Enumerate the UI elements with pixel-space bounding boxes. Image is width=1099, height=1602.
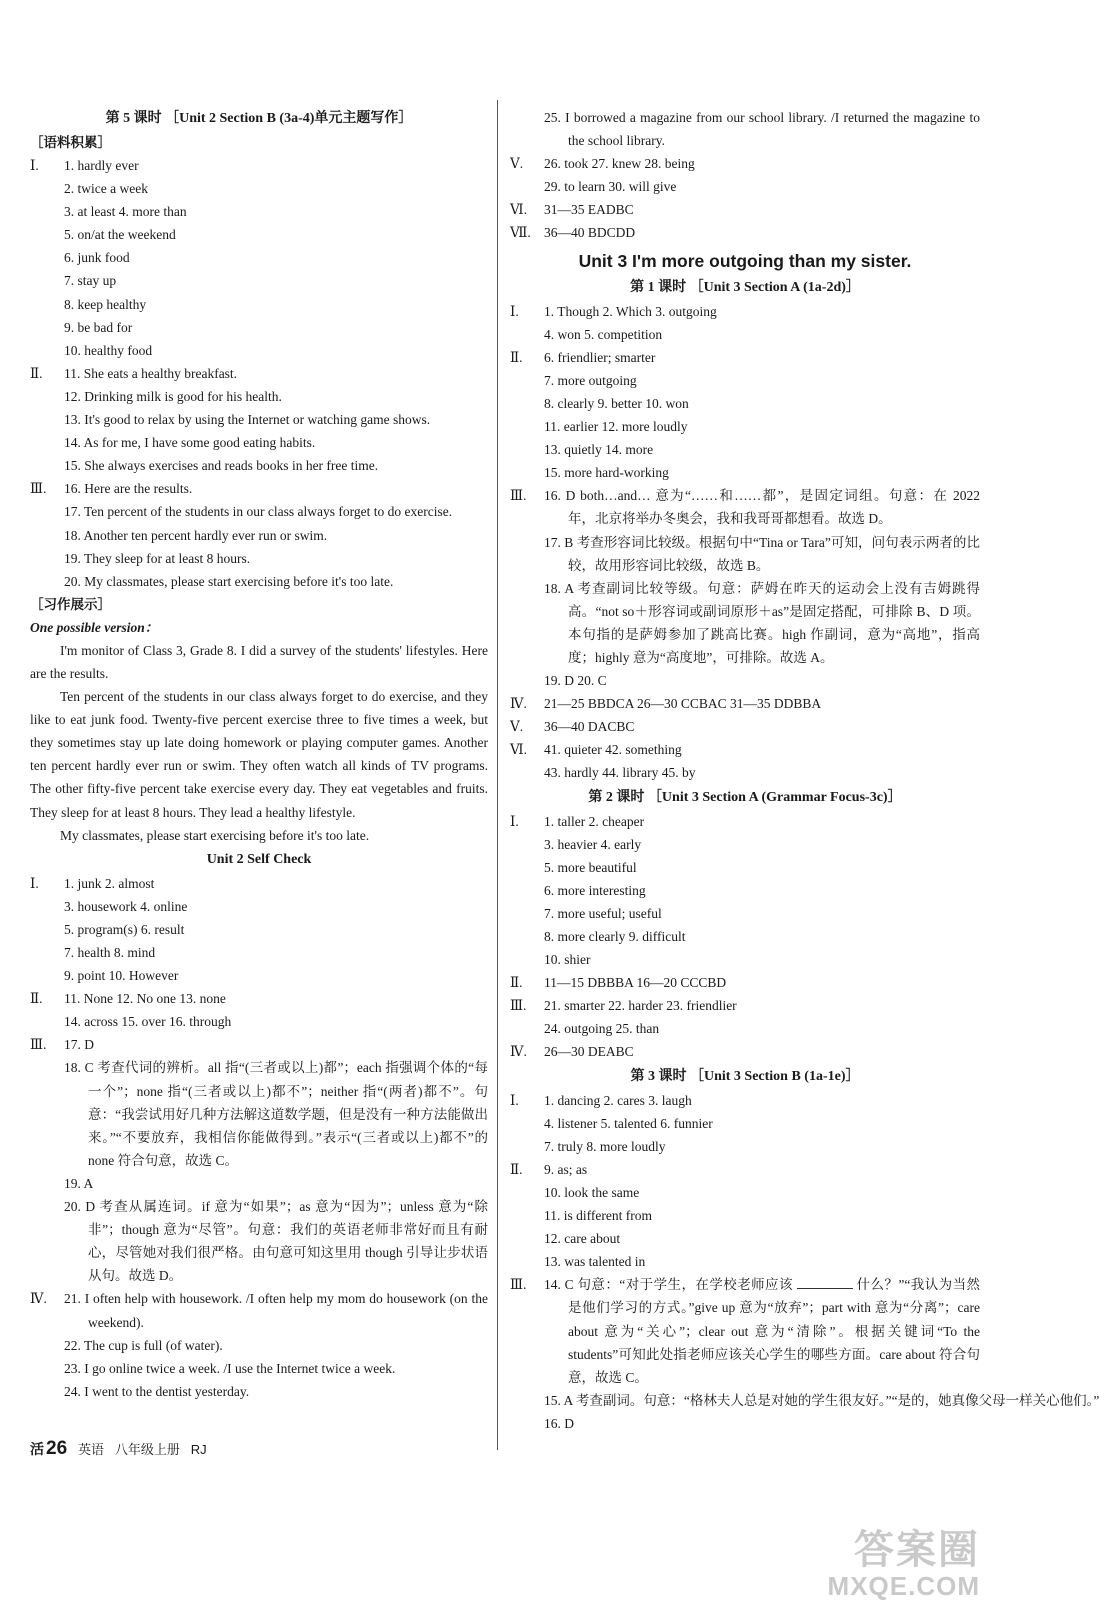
answer-line	[510, 761, 980, 784]
answer-text: 1. taller 2. cheaper	[544, 813, 645, 829]
answer-line	[510, 994, 980, 1017]
answer-line	[510, 925, 980, 948]
answer-text: 1. dancing 2. cares 3. laugh	[544, 1092, 692, 1108]
answer-text: 8. more clearly 9. difficult	[544, 929, 686, 944]
answer-text: 19. They sleep for at least 8 hours.	[64, 550, 251, 566]
answer-text: 21—25 BBDCA 26—30 CCBAC 31—35 DDBBA	[544, 696, 822, 712]
answer-text: 17. B 考查形容词比较级。根据句中“Tina or Tara”可知，问句表示两者的比较，故用形容词比较级，故选 B。	[544, 534, 980, 573]
fill-blank	[797, 1276, 853, 1289]
answer-text: 24. outgoing 25. than	[544, 1021, 660, 1037]
answer-text: 1. Though 2. Which 3. outgoing	[544, 303, 717, 319]
answer-text: 15. more hard-working	[544, 465, 669, 481]
answer-text: 19. A	[64, 1175, 94, 1191]
answer-line	[510, 669, 980, 692]
answer-line	[30, 316, 488, 339]
answer-text: 41. quieter 42. something	[544, 742, 682, 758]
column-divider	[497, 100, 498, 1450]
section-number: Ⅲ.	[510, 998, 527, 1014]
essay-paragraph: Ten percent of the students in our class always forget to do exercise, and they like to eat junk food. Twenty-five percent exercise three to five times a week, but they sometimes stay up late doing homework or playing computer games. Another ten percent hardly ever run or swim. They often watch all kinds of TV programs. The other fifty-five percent take exercise every day. They eat vegetables and fruits. They sleep for at least 8 hours. They lead a healthy lifestyle.	[30, 689, 488, 820]
answer-text: 11. She eats a healthy breakfast.	[64, 365, 238, 381]
answer-line	[510, 1412, 980, 1435]
lesson-5-title: 第 5 课时 ［Unit 2 Section B (3a-4)单元主题写作］	[105, 111, 413, 126]
answer-text: 7. health 8. mind	[64, 945, 156, 960]
section-number: Ⅳ.	[30, 1291, 47, 1307]
answer-text: 25. I borrowed a magazine from our school library. /I returned the magazine to the school library.	[544, 110, 980, 149]
answer-line	[510, 856, 980, 879]
section-number: Ⅰ.	[30, 158, 39, 173]
answer-line	[510, 106, 980, 152]
answer-line	[510, 715, 980, 738]
answer-text: 15. She always exercises and reads books in her free time.	[64, 458, 379, 474]
answer-text: 2. twice a week	[64, 181, 148, 197]
answer-line	[510, 879, 980, 902]
answer-text: 31—35 EADBC	[544, 202, 634, 218]
answer-text: 6. friendlier; smarter	[544, 349, 656, 365]
section-number: Ⅱ.	[510, 975, 523, 991]
watermark-url: MXQE.COM	[827, 1571, 980, 1601]
answer-text: 8. keep healthy	[64, 296, 147, 312]
answer-text: 11. None 12. No one 13. none	[64, 991, 226, 1007]
essay	[30, 639, 488, 847]
section-number: Ⅰ.	[30, 875, 39, 891]
answer-line	[30, 872, 488, 895]
answer-line	[30, 293, 488, 316]
answer-line	[30, 918, 488, 941]
answer-line	[30, 154, 488, 177]
answer-line	[30, 547, 488, 570]
answer-line	[30, 964, 488, 987]
vocab-section-tag: ［语料积累］	[30, 135, 111, 150]
answer-line	[510, 175, 980, 198]
watermark	[828, 1518, 980, 1602]
lesson-3-answers-end	[510, 1389, 1099, 1435]
lesson-2-title: 第 2 课时 ［Unit 3 Section A (Grammar Focus-3c)］	[588, 789, 902, 805]
answer-line	[510, 1089, 980, 1112]
answer-text: 7. more useful; useful	[544, 905, 662, 921]
lesson-1-title: 第 1 课时 ［Unit 3 Section A (1a-2d)］	[630, 279, 860, 295]
answer-text: 4. listener 5. talented 6. funnier	[544, 1115, 713, 1131]
answer-line	[30, 431, 488, 454]
answer-text: 7. stay up	[64, 273, 117, 289]
answer-line	[510, 692, 980, 715]
answer-line	[510, 1135, 980, 1158]
answer-text: 11. earlier 12. more loudly	[544, 419, 688, 435]
section-number: Ⅵ.	[510, 742, 527, 758]
answer-line	[510, 902, 980, 925]
answer-line	[510, 971, 980, 994]
section-number: Ⅲ.	[510, 1277, 527, 1293]
left-column	[30, 106, 488, 1403]
answer-line	[510, 1389, 1099, 1412]
answer-text: 21. smarter 22. harder 23. friendlier	[544, 998, 737, 1014]
answer-line	[30, 524, 488, 547]
section-number: Ⅳ.	[510, 696, 527, 712]
self-check-title: Unit 2 Self Check	[206, 851, 312, 867]
answer-text: 5. on/at the weekend	[64, 227, 176, 243]
writing-label: One possible version：	[30, 619, 159, 635]
answer-text: 13. was talented in	[544, 1254, 646, 1270]
answer-text: 18. Another ten percent hardly ever run or swim.	[64, 527, 328, 543]
answer-text: 3. at least 4. more than	[64, 204, 187, 220]
answer-line	[30, 1380, 488, 1403]
answer-text: 3. heavier 4. early	[544, 836, 642, 852]
answer-line	[30, 500, 488, 523]
answer-line	[510, 1017, 980, 1040]
unit-3-title: Unit 3 I'm more outgoing than my sister.	[578, 250, 912, 271]
answer-text: 3. housework 4. online	[64, 898, 188, 914]
answer-text: 10. look the same	[544, 1184, 640, 1200]
essay-paragraph: My classmates, please start exercising before it's too late.	[60, 827, 370, 843]
answer-line	[30, 177, 488, 200]
answer-line	[510, 810, 980, 833]
vocab-list	[30, 154, 488, 593]
answer-line	[510, 738, 980, 761]
answer-text: 18. C 考查代词的辨析。all 指“(三者或以上)都”；each 指强调个体的“每一个”；none 指“(三者或以上)都不”；neither 指“(两者)都不”。句意：“我尝试用好几种方法解这道数学题，但是没有一种方法能做出来。”“不要放弃，我相信你能做得到。”表示“(三者或以上)都不”的 none 符合句意，故选 C。	[64, 1060, 488, 1168]
answer-text: 36—40 BDCDD	[544, 225, 636, 241]
answer-line	[30, 1287, 488, 1333]
section-number: Ⅰ.	[510, 1092, 519, 1108]
answer-text: 12. care about	[544, 1231, 621, 1247]
answer-line	[30, 339, 488, 362]
answer-text: 29. to learn 30. will give	[544, 179, 677, 195]
section-number: Ⅱ.	[30, 365, 43, 381]
answer-text: 11—15 DBBBA 16—20 CCCBD	[544, 975, 727, 991]
answer-line	[30, 246, 488, 269]
answer-text: 24. I went to the dentist yesterday.	[64, 1383, 250, 1399]
answer-text: 14. across 15. over 16. through	[64, 1014, 232, 1030]
answer-text: 21. I often help with housework. /I often help my mom do housework (on the weekend).	[64, 1291, 488, 1330]
answer-line	[30, 454, 488, 477]
section-number: Ⅰ.	[510, 813, 519, 829]
answer-line	[510, 198, 980, 221]
answer-line	[30, 941, 488, 964]
answer-line	[30, 1056, 488, 1171]
answer-text: 16. D both…and… 意为“……和……都”，是固定词组。句意：在 2022 年，北京将举办冬奥会，我和我哥哥都想看。故选 D。	[544, 488, 980, 527]
lesson-1-answers	[510, 300, 980, 785]
answer-14: Ⅲ. 14. C 句意：“对于学生，在学校老师应该 什么？”“我认为当然是他们学习的方式。”give up 意为“放弃”；part with 意为“分离”；care about 意为“关心”；clear out 意为“清除”。根据关键词“To the students”可知此处指老师应该关心学生的哪些方面。care about 符合句意，故选 C。	[510, 1273, 980, 1388]
section-number: Ⅶ.	[510, 225, 531, 241]
lesson-3-answers	[510, 1089, 980, 1274]
answer-text: 14. As for me, I have some good eating habits.	[64, 435, 316, 451]
answer-line	[510, 1204, 980, 1227]
answer-line	[510, 1250, 980, 1273]
answer-line	[510, 1112, 980, 1135]
answer-text: 13. It's good to relax by using the Internet or watching game shows.	[64, 412, 431, 428]
answer-line	[510, 152, 980, 175]
section-number: Ⅲ.	[30, 481, 47, 497]
section-number: Ⅴ.	[510, 719, 524, 735]
answer-text: 9. as; as	[544, 1161, 588, 1177]
answer-line	[30, 408, 488, 431]
answer-text: 12. Drinking milk is good for his health.	[64, 388, 282, 404]
answer-line	[510, 323, 980, 346]
answer-text: 8. clearly 9. better 10. won	[544, 395, 689, 411]
answer-text: 1. hardly ever	[64, 158, 139, 173]
answer-line	[510, 1181, 980, 1204]
answer-line	[510, 369, 980, 392]
essay-paragraph: I'm monitor of Class 3, Grade 8. I did a survey of the students' lifestyles. Here are the results.	[30, 642, 488, 681]
answer-text: 17. Ten percent of the students in our class always forget to do exercise.	[64, 504, 453, 520]
answer-line	[510, 577, 980, 669]
answer-line	[30, 362, 488, 385]
answer-text: 36—40 DACBC	[544, 719, 635, 735]
answer-line	[510, 221, 980, 244]
answer-text: 10. shier	[544, 952, 591, 968]
answer-text: 6. more interesting	[544, 882, 646, 898]
answer-text: 13. quietly 14. more	[544, 442, 654, 458]
answer-line	[510, 531, 980, 577]
answer-line	[30, 987, 488, 1010]
answer-line	[30, 1010, 488, 1033]
answer-line	[510, 1227, 980, 1250]
lesson-3-title: 第 3 课时 ［Unit 3 Section B (1a-1e)］	[630, 1068, 860, 1084]
answer-text: 43. hardly 44. library 45. by	[544, 765, 696, 781]
answer-text: 7. truly 8. more loudly	[544, 1138, 666, 1154]
answer-text: 11. is different from	[544, 1208, 652, 1224]
answer-line	[30, 1172, 488, 1195]
answer-line	[30, 1195, 488, 1287]
answer-line	[30, 895, 488, 918]
grade: 八年级上册	[114, 1442, 180, 1457]
section-number: Ⅱ.	[510, 1161, 523, 1177]
writing-section-tag: ［习作展示］	[30, 596, 111, 612]
lesson-2-answers	[510, 810, 980, 1064]
watermark-logo: 答案圈	[854, 1528, 980, 1572]
section-number: Ⅱ.	[510, 349, 523, 365]
answer-text: 9. point 10. However	[64, 968, 179, 984]
answer-line	[30, 570, 488, 593]
answer-text: 5. program(s) 6. result	[64, 921, 185, 937]
answer-line	[510, 484, 980, 530]
answer-line	[30, 1357, 488, 1380]
answer-line	[30, 200, 488, 223]
self-check-list	[30, 872, 488, 1403]
answer-text: 1. junk 2. almost	[64, 875, 155, 891]
answer-text: 9. be bad for	[64, 319, 133, 335]
answer-text: 16. Here are the results.	[64, 481, 193, 497]
subject: 英语	[77, 1442, 104, 1457]
answer-line	[510, 1040, 980, 1063]
answer-line	[510, 392, 980, 415]
answer-line	[30, 1334, 488, 1357]
answer-line	[510, 833, 980, 856]
answer-line	[30, 477, 488, 500]
answer-text: 7. more outgoing	[544, 372, 637, 388]
answer-line	[510, 461, 980, 484]
answer-text: 16. D	[544, 1415, 574, 1431]
answer-text: 17. D	[64, 1037, 94, 1053]
answer-line	[510, 948, 980, 971]
answer-line	[510, 415, 980, 438]
answer-text: 20. My classmates, please start exercising before it's too late.	[64, 573, 394, 589]
answer-text: 4. won 5. competition	[544, 326, 663, 342]
answer-text: 18. A 考查副词比较等级。句意：萨姆在昨天的运动会上没有吉姆跳得高。“not so＋形容词或副词原形＋as”是固定搭配，可排除 B、D 项。本句指的是萨姆参加了跳高比赛。high 作副词，意为“高地”，指高度；highly 意为“高度地”，可排除。故选 A。	[544, 580, 980, 665]
answer-text: 15. A 考查副词。句意：“格林夫人总是对她的学生很友好。”“是的，她真像父母一样关心他们。”	[544, 1392, 1099, 1408]
section-number: Ⅱ.	[30, 991, 43, 1007]
answer-line	[510, 438, 980, 461]
answer-text: 10. healthy food	[64, 342, 153, 358]
section-number: Ⅴ.	[510, 156, 524, 172]
page-footer	[30, 1438, 207, 1460]
answer-line	[30, 385, 488, 408]
answer-text: 20. D 考查从属连词。if 意为“如果”；as 意为“因为”；unless 意为“除非”；though 意为“尽管”。句意：我们的英语老师非常好而且有耐心，尽管她对我们很严格。由句意可知这里用 though 引导让步状语从句。故选 D。	[64, 1199, 488, 1284]
section-number: Ⅰ.	[510, 303, 519, 319]
answer-text: 26. took 27. knew 28. being	[544, 156, 695, 172]
answer-text: 19. D 20. C	[544, 673, 607, 689]
answer-line	[30, 1033, 488, 1056]
section-number: Ⅳ.	[510, 1044, 527, 1060]
answer-line	[510, 346, 980, 369]
continued-answers	[510, 106, 980, 245]
answer-line	[510, 1158, 980, 1181]
answer-text: 5. more beautiful	[544, 859, 637, 875]
section-number: Ⅲ.	[30, 1037, 47, 1053]
page-number: 活 26	[30, 1438, 68, 1459]
right-column	[510, 106, 1099, 1435]
edition: RJ	[190, 1442, 207, 1457]
section-number: Ⅵ.	[510, 202, 527, 218]
answer-text: 6. junk food	[64, 250, 130, 266]
answer-line	[30, 269, 488, 292]
answer-line	[30, 223, 488, 246]
answer-text: 23. I go online twice a week. /I use the Internet twice a week.	[64, 1360, 396, 1376]
answer-text: 22. The cup is full (of water).	[64, 1337, 223, 1353]
answer-line	[510, 300, 980, 323]
answer-text: 26—30 DEABC	[544, 1044, 634, 1060]
section-number: Ⅲ.	[510, 488, 527, 504]
